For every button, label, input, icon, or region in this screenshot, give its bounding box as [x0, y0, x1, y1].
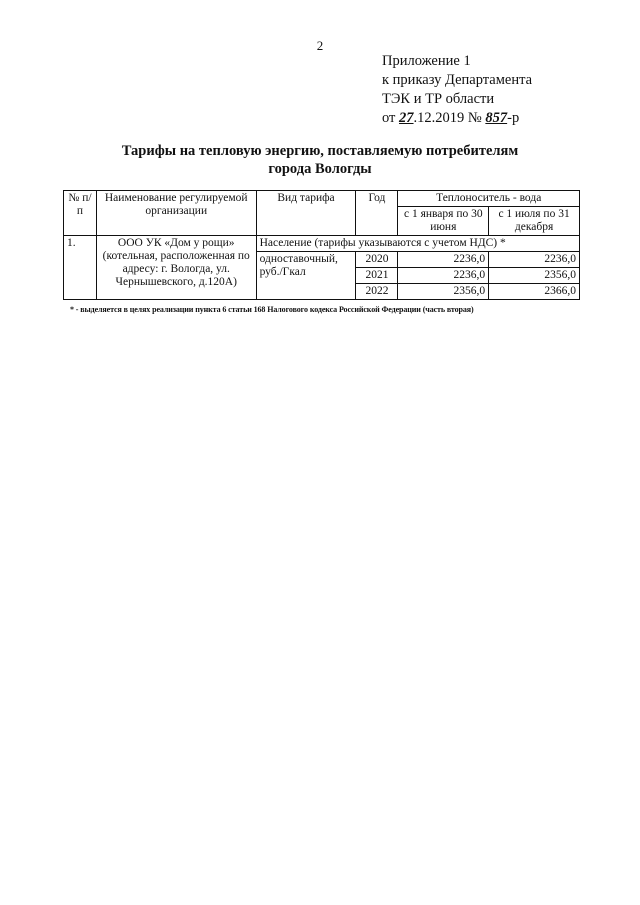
date-day-handwritten: 27	[399, 110, 414, 126]
row-tariff-type: одноставочный, руб./Гкал	[256, 252, 356, 300]
header-org: Наименование регулируемой организации	[96, 191, 256, 236]
date-prefix: от	[382, 110, 400, 126]
order-suffix: -р	[507, 110, 520, 126]
value-period-1: 2236,0	[398, 252, 489, 268]
header-carrier: Теплоноситель - вода	[398, 191, 580, 207]
title-line-1: Тарифы на тепловую энергию, поставляемую потребителям	[121, 143, 519, 159]
order-number-handwritten: 857	[485, 110, 508, 126]
appendix-date-line	[382, 109, 632, 128]
header-num: № п/п	[64, 191, 97, 236]
row-org: ООО УК «Дом у рощи» (котельная, расположенная по адресу: г. Вологда, ул. Чернышевского, д.120А)	[96, 236, 256, 300]
appendix-line-3: ТЭК и ТР области	[382, 91, 495, 107]
header-period-1: с 1 января по 30 июня	[398, 207, 489, 236]
year-cell: 2021	[356, 268, 398, 284]
value-period-1: 2356,0	[398, 284, 489, 300]
tariff-table	[63, 190, 580, 300]
value-period-2: 2236,0	[489, 252, 580, 268]
year-cell: 2022	[356, 284, 398, 300]
header-year: Год	[356, 191, 398, 236]
row-category: Население (тарифы указываются с учетом НДС) *	[256, 236, 579, 252]
footnote: * - выделяется в целях реализации пункта 6 статьи 168 Налогового кодекса Российской Федерации (часть вторая)	[70, 305, 474, 314]
appendix-line-2: к приказу Департамента	[382, 72, 533, 88]
document-title	[60, 142, 580, 178]
value-period-2: 2356,0	[489, 268, 580, 284]
appendix-line-1: Приложение 1	[382, 53, 471, 69]
value-period-1: 2236,0	[398, 268, 489, 284]
header-period-2: с 1 июля по 31 декабря	[489, 207, 580, 236]
appendix-header	[382, 52, 632, 128]
page-number: 2	[316, 38, 324, 53]
row-num: 1.	[64, 236, 97, 300]
value-period-2: 2366,0	[489, 284, 580, 300]
year-cell: 2020	[356, 252, 398, 268]
title-line-2: города Вологды	[268, 161, 372, 177]
date-rest: .12.2019 №	[413, 110, 486, 126]
header-tariff-type: Вид тарифа	[256, 191, 356, 236]
